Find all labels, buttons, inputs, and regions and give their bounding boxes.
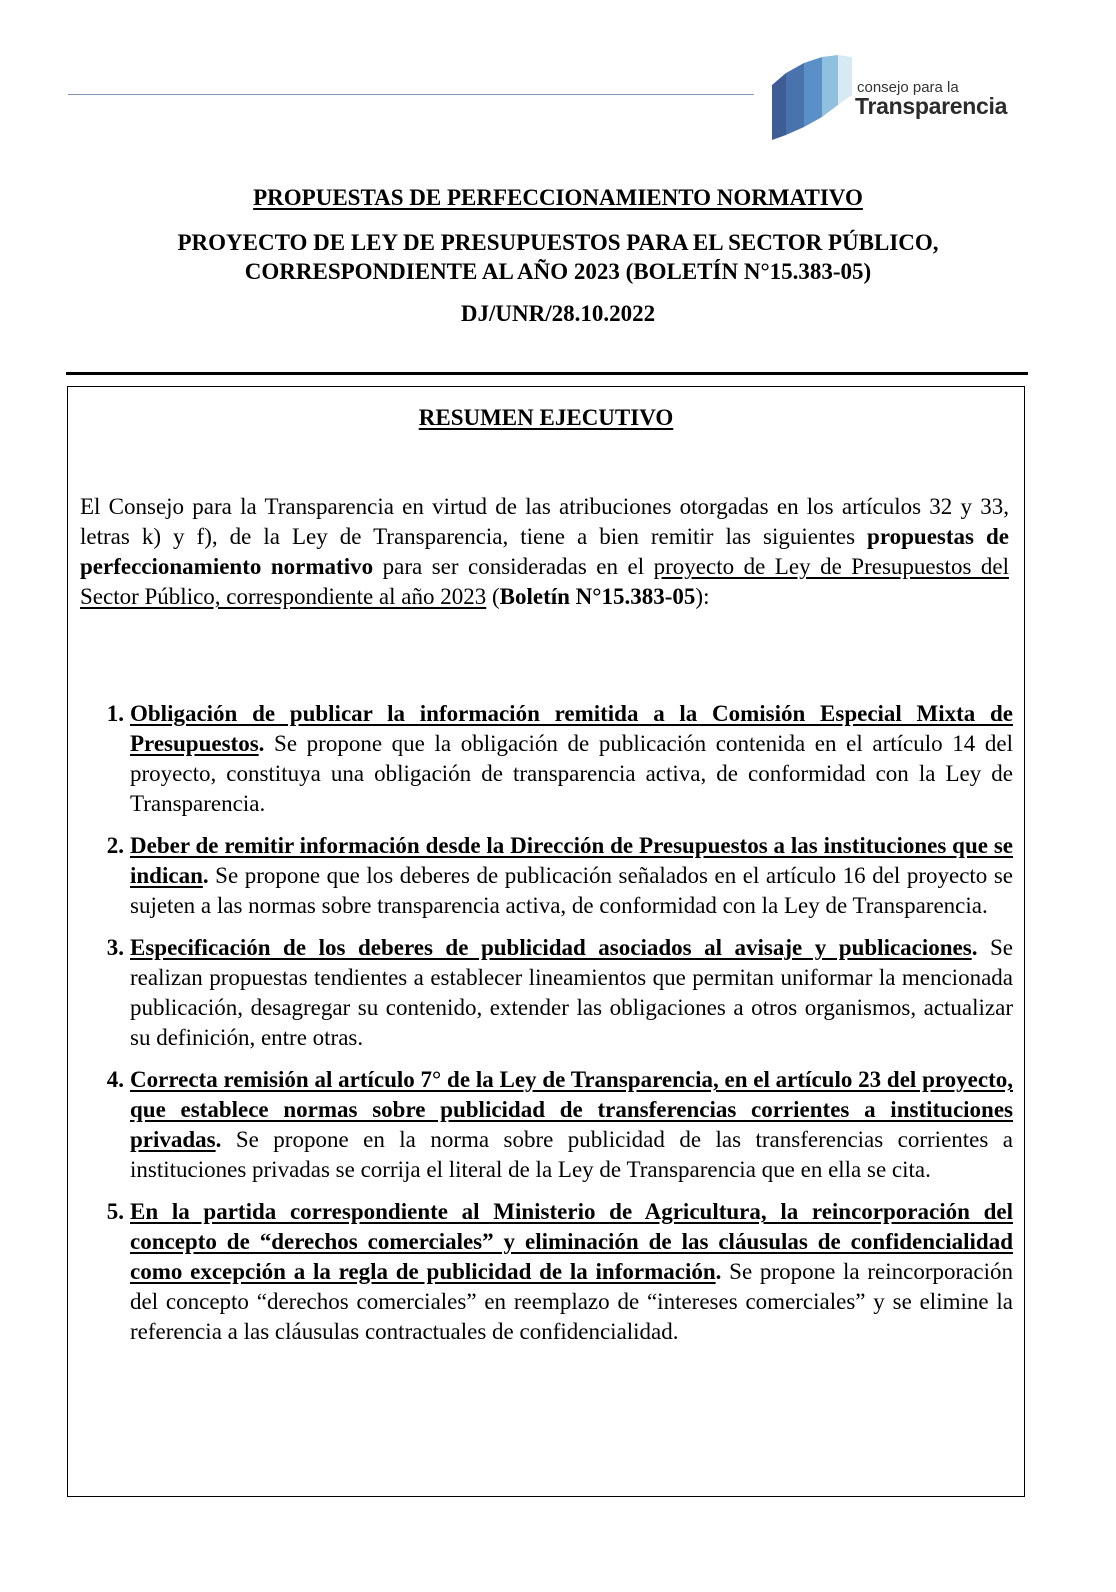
item-title: Deber de remitir información desde la Dirección de Presupuestos a las instituciones que se indican bbox=[130, 833, 1013, 888]
list-item bbox=[88, 1065, 1013, 1185]
list-item bbox=[88, 831, 1013, 921]
logo-small-text: consejo para la bbox=[857, 79, 959, 96]
item-text: Se propone que los deberes de publicación señalados en el artículo 16 del proyecto se sujeten a las normas sobre transparencia activa, de conformidad con la Ley de Transparencia. bbox=[130, 863, 1013, 918]
item-title-end: . bbox=[971, 935, 978, 960]
section-divider bbox=[66, 372, 1028, 375]
document-title bbox=[60, 183, 1056, 212]
item-text: Se realizan propuestas tendientes a establecer lineamientos que permitan uniformar la mencionada publicación, desagregar su contenido, extender las obligaciones a otros organismos, actualizar su definición, entre otras. bbox=[130, 935, 1013, 1050]
item-title: En la partida correspondiente al Ministerio de Agricultura, la reincorporación del concepto de “derechos comerciales” y eliminación de las cláusulas de confidencialidad como excepción a la regla de publicidad de la información bbox=[130, 1199, 1013, 1284]
intro-text-2: para ser consideradas en el bbox=[373, 554, 654, 579]
item-number: 2. bbox=[106, 833, 124, 858]
logo bbox=[770, 55, 1030, 140]
item-title-end: . bbox=[258, 731, 265, 756]
proposal-list bbox=[88, 699, 1013, 1359]
subtitle-line-1: PROYECTO DE LEY DE PRESUPUESTOS PARA EL SECTOR PÚBLICO, bbox=[177, 230, 939, 255]
summary-intro bbox=[80, 492, 1009, 612]
item-title: Obligación de publicar la información remitida a la Comisión Especial Mixta de Presupuestos bbox=[130, 701, 1013, 756]
intro-bold: propuestas de perfeccionamiento normativo bbox=[80, 524, 1010, 579]
intro-boletin: Boletín N°15.383-05 bbox=[499, 584, 696, 609]
intro-text-3: ( bbox=[486, 584, 500, 609]
item-title: Correcta remisión al artículo 7° de la Ley de Transparencia, en el artículo 23 del proyecto, que establece normas sobre publicidad de transferencias corrientes a instituciones privadas bbox=[130, 1067, 1013, 1152]
summary-box bbox=[67, 386, 1025, 1497]
item-text: Se propone la reincorporación del concepto “derechos comerciales” en reemplazo de “intereses comerciales” y se elimine la referencia a las cláusulas contractuales de confidencialidad. bbox=[130, 1259, 1013, 1344]
summary-heading: RESUMEN EJECUTIVO bbox=[418, 405, 674, 430]
list-item bbox=[88, 933, 1013, 1053]
item-text: Se propone que la obligación de publicación contenida en el artículo 14 del proyecto, constituya una obligación de transparencia activa, de conformidad con la Ley de Transparencia. bbox=[130, 731, 1013, 816]
list-item bbox=[88, 1197, 1013, 1347]
document-reference: DJ/UNR/28.10.2022 bbox=[460, 301, 656, 326]
list-item bbox=[88, 699, 1013, 819]
subtitle-line-2: CORRESPONDIENTE AL AÑO 2023 (BOLETÍN N°15.383-05) bbox=[244, 259, 872, 284]
intro-end: ): bbox=[695, 584, 710, 609]
item-number: 3. bbox=[106, 935, 124, 960]
document-title-text: PROPUESTAS DE PERFECCIONAMIENTO NORMATIVO bbox=[253, 185, 863, 210]
document-subtitle bbox=[60, 228, 1056, 286]
item-number: 1. bbox=[106, 701, 124, 726]
logo-mark-icon bbox=[770, 55, 860, 140]
item-title-end: . bbox=[215, 1127, 222, 1152]
item-text: Se propone en la norma sobre publicidad de las transferencias corrientes a instituciones privadas se corrija el literal de la Ley de Transparencia que en ella se cita. bbox=[130, 1127, 1013, 1182]
item-number: 5. bbox=[106, 1199, 124, 1224]
logo-big-text: Transparencia bbox=[855, 93, 1008, 119]
item-number: 4. bbox=[106, 1067, 124, 1092]
header-rule bbox=[68, 94, 754, 95]
intro-underlined: proyecto de Ley de Presupuestos del Sector Público, correspondiente al año 2023 bbox=[80, 554, 1009, 609]
item-title-end: . bbox=[202, 863, 209, 888]
item-title: Especificación de los deberes de publicidad asociados al avisaje y publicaciones bbox=[130, 935, 972, 960]
item-title-end: . bbox=[715, 1259, 722, 1284]
intro-text-1: El Consejo para la Transparencia en virtud de las atribuciones otorgadas en los artículos 32 y 33, letras k) y f), de la Ley de Transparencia, tiene a bien remitir las siguientes bbox=[80, 494, 1009, 549]
